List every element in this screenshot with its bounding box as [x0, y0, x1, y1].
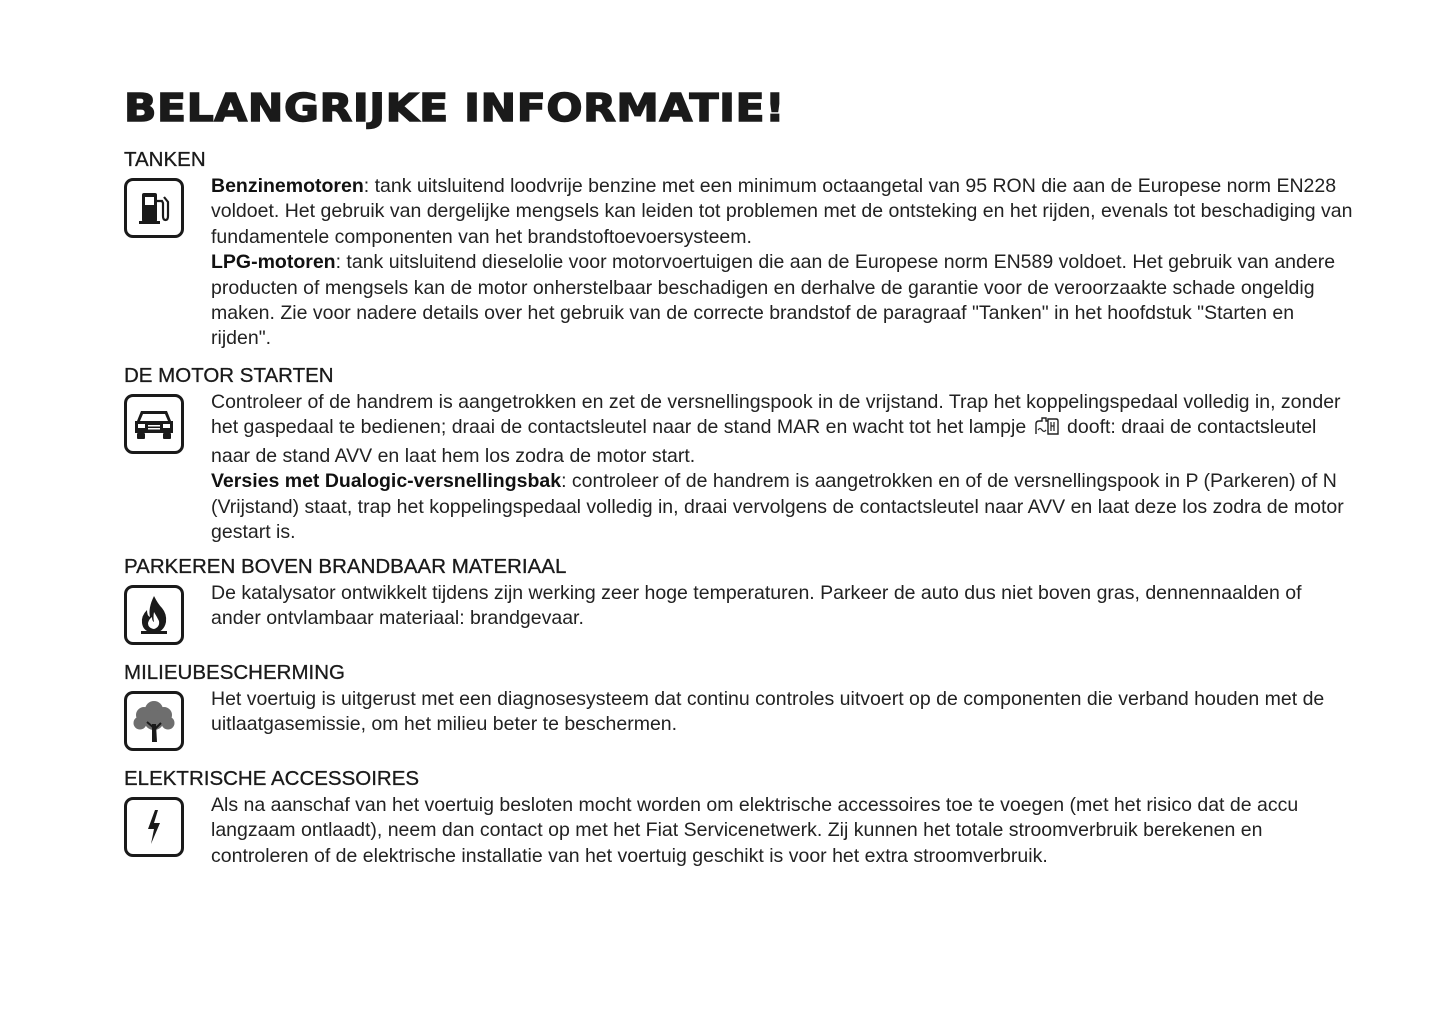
paragraph: Als na aanschaf van het voertuig besloten mocht worden om elektrische accessoires toe te voegen (met het risico dat de accu langzaam ontlaadt), neem dan contact op met het Fiat Servicenetwerk. Zij kunnen het totale stroomverbruik berekenen en controleren of de elektrische installatie van het voertuig geschikt is voor het extra stroomverbruik. [211, 794, 1299, 867]
paragraph [211, 250, 1354, 352]
section-body [124, 174, 1354, 352]
section-body [124, 581, 1354, 632]
section-text [211, 581, 1354, 632]
section-milieubescherming [124, 661, 1354, 738]
section-heading: DE MOTOR STARTEN [124, 364, 334, 387]
section-body [124, 390, 1354, 545]
paragraph-text: : tank uitsluitend dieselolie voor motorvoertuigen die aan de Europese norm EN589 voldoet. Het gebruik van andere producten of mengsels kan de motor onherstelbaar beschadigen en derhalve de garantie voor de veroorzaakte schade ongeldig maken. Zie voor nadere details over het gebruik van de correcte brandstof de paragraaf "Tanken" in het hoofdstuk "Starten en rijden". [211, 251, 1336, 350]
paragraph-text: Controleer of de handrem is aangetrokken en zet de versnellingspook in de vrijstand. Trap het koppelingspedaal volledig in, zonder het gaspedaal te bedienen; draai de contactsleutel naar de stand MAR en wacht tot het lampje [211, 391, 1341, 439]
glow-plug-warning-icon [1034, 416, 1060, 443]
section-text [211, 174, 1354, 352]
section-parkeren [124, 555, 1354, 632]
section-body [124, 687, 1354, 738]
section-heading: TANKEN [124, 148, 206, 171]
section-heading: PARKEREN BOVEN BRANDBAAR MATERIAAL [124, 555, 567, 578]
paragraph [211, 469, 1354, 545]
page-title: BELANGRIJKE INFORMATIE! [124, 86, 786, 130]
section-tanken [124, 148, 1354, 352]
section-de-motor-starten [124, 364, 1354, 545]
paragraph [211, 174, 1354, 250]
section-elektrische-accessoires [124, 767, 1354, 869]
fire-icon [124, 585, 184, 645]
bold-term: LPG-motoren [211, 251, 336, 274]
tree-icon [124, 691, 184, 751]
paragraph [211, 390, 1354, 469]
lightning-icon [124, 797, 184, 857]
bold-term: Versies met Dualogic-versnellingsbak [211, 470, 562, 493]
paragraph-text: dooft: draai de contactsleutel naar de stand AVV en laat hem los zodra de motor start. [211, 416, 1317, 467]
section-heading: ELEKTRISCHE ACCESSOIRES [124, 767, 420, 790]
paragraph: De katalysator ontwikkelt tijdens zijn werking zeer hoge temperaturen. Parkeer de auto dus niet boven gras, dennennaalden of ander ontvlambaar materiaal: brandgevaar. [211, 582, 1302, 630]
section-heading: MILIEUBESCHERMING [124, 661, 345, 684]
bold-term: Benzinemotoren [211, 175, 364, 197]
section-body [124, 793, 1354, 869]
section-text [211, 793, 1354, 869]
car-front-icon [124, 394, 184, 454]
fuel-pump-icon [124, 178, 184, 238]
paragraph-text: : controleer of de handrem is aangetrokken en of de versnellingspook in P (Parkeren) of N (Vrijstand) staat, trap het koppelingspedaal volledig in, draai vervolgens de contactsleutel naar AVV en laat deze los zodra de motor gestart is. [211, 470, 1344, 544]
section-text [211, 390, 1354, 545]
paragraph-text: : tank uitsluitend loodvrije benzine met een minimum octaangetal van 95 RON die aan de Europese norm EN228 voldoet. Het gebruik van dergelijke mengsels kan leiden tot problemen met de ontsteking en het rijden, evenals tot beschadiging van fundamentele componenten van het brandstoftoevoersysteem. [211, 175, 1353, 248]
paragraph: Het voertuig is uitgerust met een diagnosesysteem dat continu controles uitvoert op de componenten die verband houden met de uitlaatgasemissie, om het milieu beter te beschermen. [211, 688, 1325, 736]
section-text [211, 687, 1354, 738]
